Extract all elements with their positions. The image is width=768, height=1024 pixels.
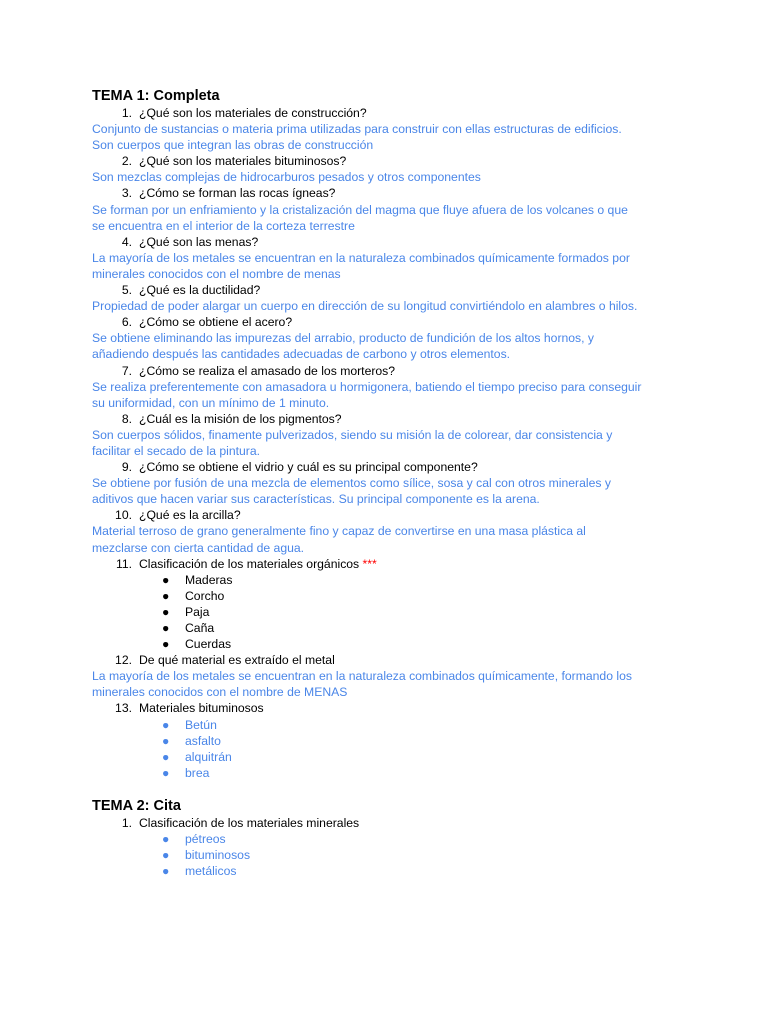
list-item: ● alquitrán <box>162 749 232 764</box>
question-number: 2. <box>121 154 132 169</box>
answer-line: Se realiza preferentemente con amasadora u hormigonera, batiendo el tiempo preciso para conseguir <box>92 379 642 394</box>
mineral-materials-list <box>92 831 682 879</box>
question-text: ¿Qué son los materiales de construcción? <box>139 106 367 120</box>
question-text: ¿Cómo se obtiene el vidrio y cuál es su principal componente? <box>139 460 478 475</box>
question-number: 13. <box>115 701 132 716</box>
question-12 <box>92 652 682 668</box>
question-10 <box>92 507 682 523</box>
answer-line: La mayoría de los metales se encuentran en la naturaleza combinados químicamente, formando los <box>92 669 632 684</box>
question-number: 5. <box>121 283 132 298</box>
question-text: ¿Cuál es la misión de los pigmentos? <box>139 411 342 426</box>
section-title-tema-2: TEMA 2: Cita <box>92 797 181 814</box>
question-text: ¿Qué son los materiales bituminosos? <box>139 154 347 169</box>
answer-line: Material terroso de grano generalmente fino y capaz de convertirse en una masa plástica al <box>92 524 586 539</box>
question-number: 7. <box>121 363 132 378</box>
question-text: ¿Qué son las menas? <box>139 234 259 249</box>
list-item: ● brea <box>162 765 210 780</box>
section-title-tema-1: TEMA 1: Completa <box>92 88 220 104</box>
bullet-icon: ● <box>162 572 170 587</box>
question-number: 11. <box>115 556 132 571</box>
answer-line: Se obtiene por fusión de una mezcla de elementos como sílice, sosa y cal con otros minerales y <box>92 476 611 491</box>
question-text: Clasificación de los materiales minerales <box>139 815 360 830</box>
list-item: ● Paja <box>162 604 210 619</box>
list-item: ● Cuerdas <box>162 637 232 652</box>
bullet-icon: ● <box>162 864 170 879</box>
question-text: ¿Cómo se forman las rocas ígneas? <box>139 186 336 201</box>
question-number: 1. <box>121 106 132 120</box>
question-text: ¿Cómo se realiza el amasado de los morteros? <box>139 363 396 378</box>
question-11 <box>92 556 682 572</box>
question-9 <box>92 459 682 475</box>
bituminous-materials-list <box>92 717 682 781</box>
bullet-icon: ● <box>162 749 170 764</box>
answer-line: Conjunto de sustancias o materia prima utilizadas para construir con ellas estructuras de edificios. <box>92 122 622 137</box>
question-1-tema-2 <box>92 815 682 831</box>
list-item: ● bituminosos <box>162 848 251 863</box>
question-6 <box>92 314 682 330</box>
answer-line: mezclarse con cierta cantidad de agua. <box>92 540 305 555</box>
bullet-icon: ● <box>162 621 170 635</box>
document-page <box>92 87 682 879</box>
question-text: De qué material es extraído el metal <box>139 653 335 668</box>
question-text: ¿Qué es la arcilla? <box>139 508 241 523</box>
answer-line: se encuentra en el interior de la corteza terrestre <box>92 218 355 233</box>
answer-line: Son cuerpos sólidos, finamente pulverizados, siendo su misión la de colorear, dar consistencia y <box>92 427 613 442</box>
question-2 <box>92 153 682 169</box>
question-1 <box>92 105 682 121</box>
list-item: ● Caña <box>162 621 215 635</box>
answer-line: Se forman por un enfriamiento y la cristalización del magma que fluye afuera de los volcanes o que <box>92 202 628 217</box>
question-number: 6. <box>121 315 132 330</box>
list-item: ● asfalto <box>162 733 221 748</box>
bullet-icon: ● <box>162 637 170 652</box>
answer-line: añadiendo después las cantidades adecuadas de carbono y otros elementos. <box>92 347 511 362</box>
question-5 <box>92 282 682 298</box>
question-7 <box>92 363 682 379</box>
bullet-icon: ● <box>162 717 170 732</box>
list-item: ● pétreos <box>162 832 226 847</box>
organic-materials-list <box>92 572 682 652</box>
answer-line: minerales conocidos con el nombre de menas <box>92 266 341 281</box>
question-number: 10. <box>115 508 132 523</box>
question-number: 12. <box>115 653 132 668</box>
question-number: 3. <box>121 186 132 201</box>
answer-line: su uniformidad, con un mínimo de 1 minuto. <box>92 395 330 410</box>
red-asterisks: *** <box>362 556 377 571</box>
bullet-icon: ● <box>162 832 170 847</box>
answer-line: La mayoría de los metales se encuentran en la naturaleza combinados químicamente formados por <box>92 250 630 265</box>
answer-line: minerales conocidos con el nombre de MENAS <box>92 685 348 700</box>
bullet-icon: ● <box>162 848 170 863</box>
question-text: ¿Qué es la ductilidad? <box>139 283 261 298</box>
question-8 <box>92 411 682 427</box>
question-4 <box>92 234 682 250</box>
question-number: 9. <box>121 460 132 475</box>
question-number: 4. <box>121 234 132 249</box>
list-item: ● Betún <box>162 717 217 732</box>
answer-line: Son mezclas complejas de hidrocarburos pesados y otros componentes <box>92 170 481 185</box>
bullet-icon: ● <box>162 733 170 748</box>
question-number: 1. <box>121 815 132 830</box>
list-item: ● metálicos <box>162 864 237 879</box>
question-number: 8. <box>121 411 132 426</box>
answer-line: Propiedad de poder alargar un cuerpo en dirección de su longitud convirtiéndolo en alambres o hilos. <box>92 299 638 314</box>
question-13 <box>92 700 682 716</box>
question-text: Clasificación de los materiales orgánicos <box>139 556 360 571</box>
answer-line: Se obtiene eliminando las impurezas del arrabio, producto de fundición de los altos hornos, y <box>92 331 595 346</box>
bullet-icon: ● <box>162 765 170 780</box>
answer-line: Son cuerpos que integran las obras de construcción <box>92 138 374 153</box>
answer-line: aditivos que hacen variar sus características. Su principal componente es la arena. <box>92 492 540 507</box>
list-item: ● Corcho <box>162 588 225 603</box>
bullet-icon: ● <box>162 588 170 603</box>
question-3 <box>92 185 682 201</box>
bullet-icon: ● <box>162 604 170 619</box>
answer-line: facilitar el secado de la pintura. <box>92 443 261 458</box>
question-text: ¿Cómo se obtiene el acero? <box>139 315 293 330</box>
list-item: ● Maderas <box>162 572 233 587</box>
question-text: Materiales bituminosos <box>139 701 264 716</box>
